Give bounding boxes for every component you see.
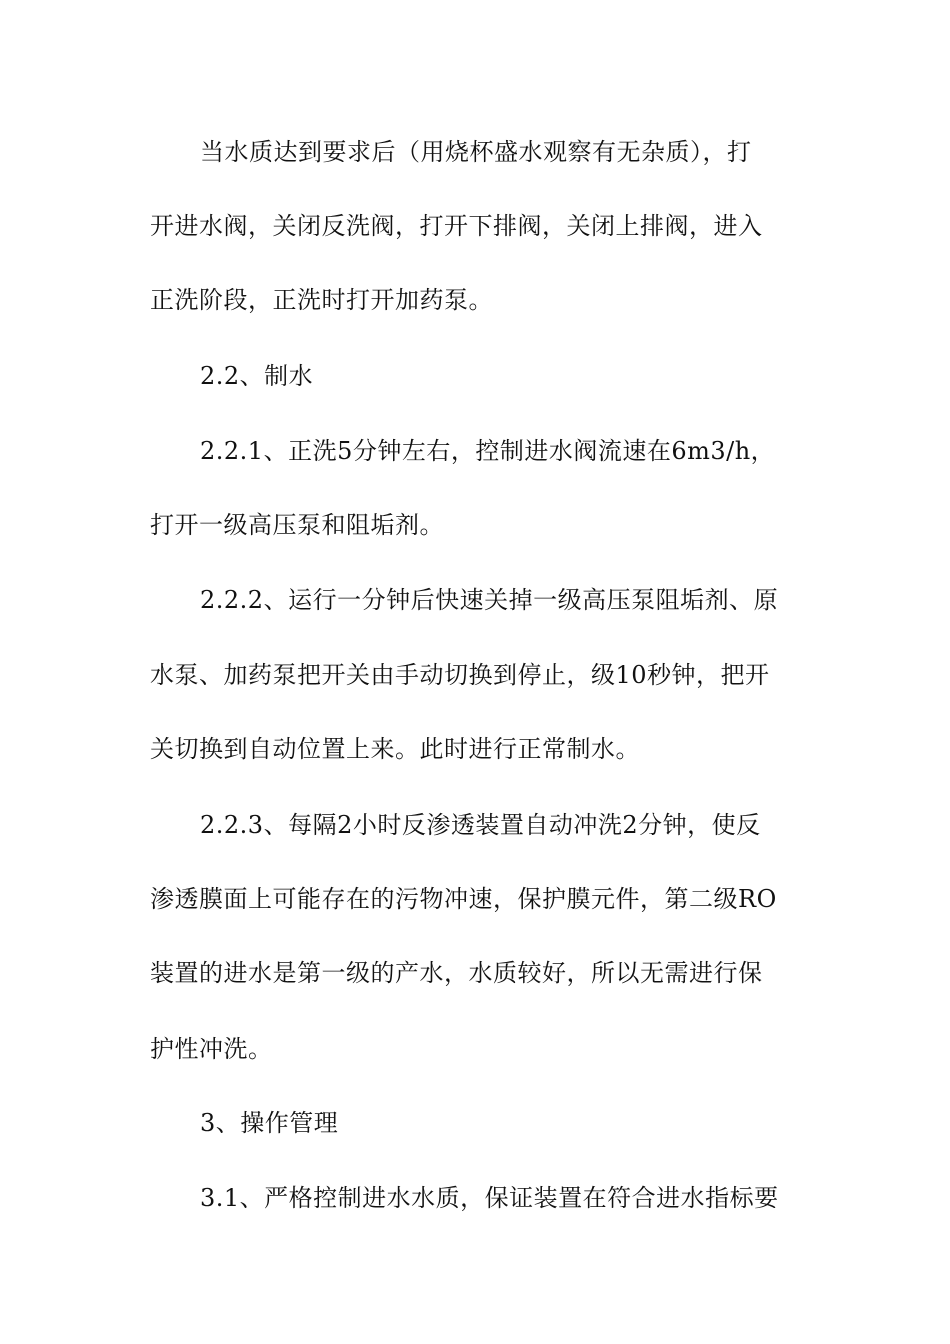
paragraph-line-11: 渗透膜面上可能存在的污物冲速，保护膜元件，第二级RO xyxy=(150,885,777,913)
paragraph-line-13: 护性冲洗。 xyxy=(150,1035,273,1063)
section-heading-2-2: 2.2、制水 xyxy=(200,362,314,390)
paragraph-line-3: 正洗阶段，正洗时打开加药泵。 xyxy=(150,286,493,314)
paragraph-line-7: 2.2.2、运行一分钟后快速关掉一级高压泵阻垢剂、原 xyxy=(200,586,779,614)
paragraph-line-9: 关切换到自动位置上来。此时进行正常制水。 xyxy=(150,735,640,763)
paragraph-line-8: 水泵、加药泵把开关由手动切换到停止，级10秒钟，把开 xyxy=(150,661,770,689)
paragraph-line-12: 装置的进水是第一级的产水，水质较好，所以无需进行保 xyxy=(150,959,763,987)
paragraph-line-5: 2.2.1、正洗5分钟左右，控制进水阀流速在6m3/h， xyxy=(200,437,776,465)
paragraph-line-2: 开进水阀，关闭反洗阀，打开下排阀，关闭上排阀，进入 xyxy=(150,212,763,240)
paragraph-line-10: 2.2.3、每隔2小时反渗透装置自动冲洗2分钟，使反 xyxy=(200,811,761,839)
paragraph-line-15: 3.1、严格控制进水水质，保证装置在符合进水指标要 xyxy=(200,1184,779,1212)
paragraph-line-6: 打开一级高压泵和阻垢剂。 xyxy=(150,511,444,539)
paragraph-line-1: 当水质达到要求后（用烧杯盛水观察有无杂质），打 xyxy=(200,138,752,166)
section-heading-3: 3、操作管理 xyxy=(200,1109,339,1137)
